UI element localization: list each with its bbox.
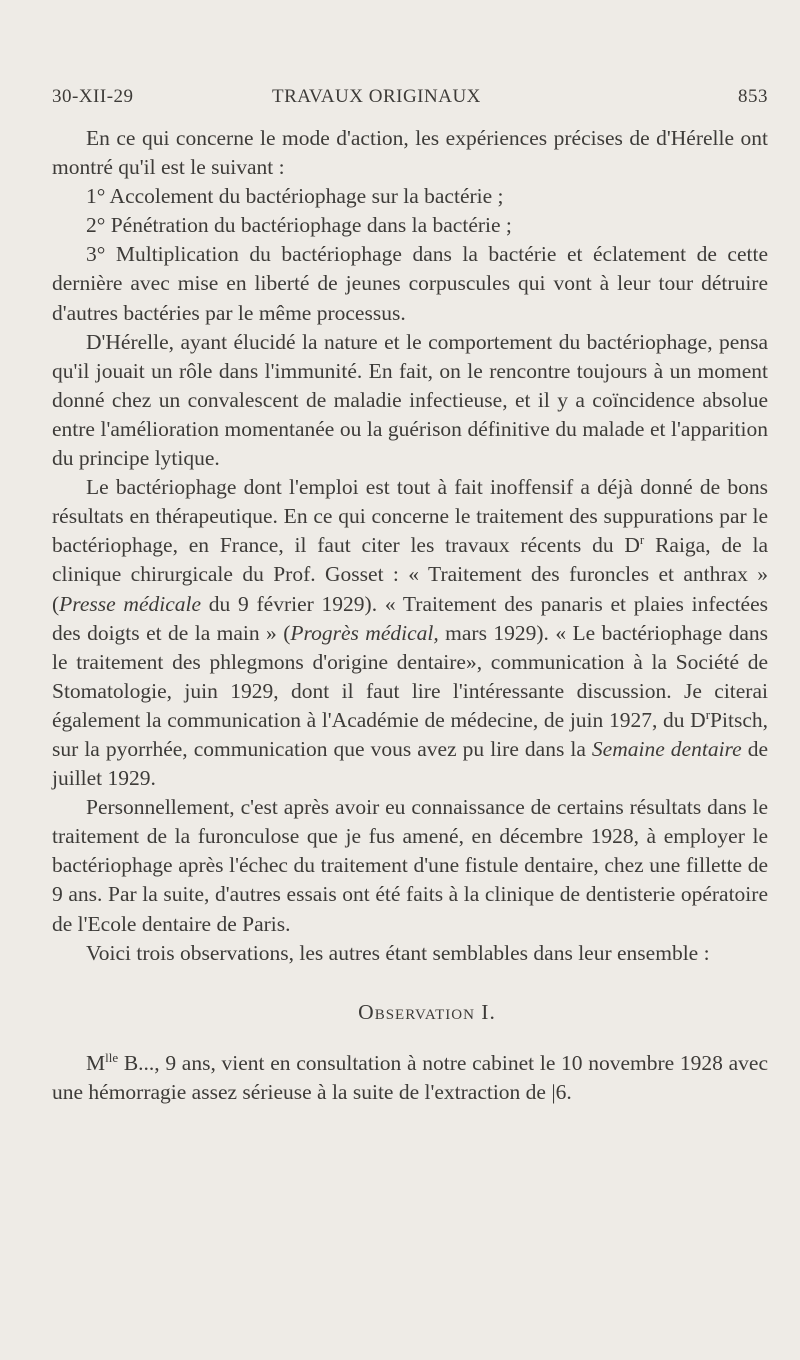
journal-title: Progrès médical,	[290, 620, 439, 645]
text-run: Le bactériophage dont l'emploi est tout à fait inoffensif a déjà donné de bons résultats en thérapeutique. En ce qui concerne le traitement des suppurations par le bactériophage, en France, il faut citer les travaux récents du D	[52, 475, 768, 558]
paragraph	[52, 473, 768, 793]
text-run: B..., 9 ans, vient en consultation à notre cabinet le 10 novembre 1928 avec une hémorragie assez sérieuse à la suite de l'extraction de |6.	[52, 1050, 768, 1104]
superscript: r	[705, 706, 711, 722]
text-run: mars 1929). « Le bactériophage dans le traitement des phlegmons d'origine dentaire», communication à la Société de Stomatologie, juin 1929, dont il faut lire l'intéressante discussion. Je citerai également la communication à l'Académie de médecine, de juin 1927, du D	[52, 620, 769, 732]
list-item: 3° Multiplication du bactériophage dans la bactérie et éclatement de cette dernière avec mise en liberté de jeunes corpuscules qui vont à leur tour détruire d'autres bactéries par le même processus.	[52, 242, 768, 325]
header-title: TRAVAUX ORIGINAUX	[272, 86, 481, 107]
superscript: r	[639, 532, 645, 548]
page-number: 853	[738, 86, 768, 107]
journal-title: Semaine dentaire	[591, 736, 742, 761]
running-header	[52, 86, 768, 114]
paragraph: Personnellement, c'est après avoir eu connaissance de certains résultats dans le traitement de la furonculose que je fus amené, en décembre 1928, à employer le bactériophage après l'échec du traitement d'une fistule dentaire, chez une fillette de 9 ans. Par la suite, d'autres essais ont été faits à la clinique de dentisterie opératoire de l'Ecole dentaire de Paris.	[52, 795, 768, 936]
superscript: lle	[105, 1049, 119, 1065]
text-run: du 9 février 1929). « Traitement des panaris et plaies infectées des doigts et de la main » (	[52, 591, 768, 645]
paragraph	[52, 1049, 768, 1107]
text-run: de juillet 1929.	[52, 736, 768, 791]
text-run: M	[86, 1050, 106, 1075]
section-heading: Observation I.	[358, 999, 496, 1024]
body-text	[52, 124, 768, 1107]
paragraph: En ce qui concerne le mode d'action, les expériences précises de d'Hérelle ont montré qu'il est le suivant :	[52, 126, 768, 180]
list-item: 1° Accolement du bactériophage sur la bactérie ;	[86, 184, 504, 209]
list-item: 2° Pénétration du bactériophage dans la bactérie ;	[86, 213, 512, 238]
text-run: Pitsch, sur la pyorrhée, communication que vous avez pu lire dans la	[52, 707, 768, 761]
paragraph: Voici trois observations, les autres étant semblables dans leur ensemble :	[86, 940, 710, 965]
text-run: Raiga, de la clinique chirurgicale du Prof. Gosset : « Traitement des furoncles et anthrax » (	[52, 533, 768, 616]
journal-title: Presse médicale	[59, 591, 202, 616]
paragraph: D'Hérelle, ayant élucidé la nature et le comportement du bactériophage, pensa qu'il jouait un rôle dans l'immunité. En fait, on le rencontre toujours à un moment donné chez un convalescent de maladie infectieuse, et il y a coïncidence absolue entre l'amélioration momentanée ou la guérison définitive du malade et l'apparition du principe lytique.	[52, 329, 768, 471]
header-date: 30-XII-29	[52, 86, 134, 107]
